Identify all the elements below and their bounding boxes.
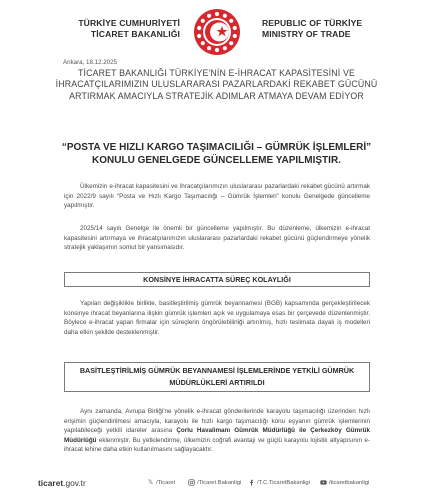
page-footer	[0, 477, 433, 491]
footer-website-link[interactable]	[38, 478, 86, 488]
ministry-emblem-icon	[193, 8, 241, 56]
footer-youtube-link[interactable]	[320, 479, 369, 486]
paragraph-customs-part2: eklenmiştir. Bu yetkilendirme, ülkemizin coğrafi avantajı ve güçlü karayolu lojistik altyapısının e-ihracat lehine daha etkin kullanılmasını sağlayacaktır.	[64, 436, 370, 454]
footer-youtube-label: /ticaretbakanligi	[329, 479, 370, 486]
footer-domain-rest: .gov.tr	[63, 478, 86, 488]
footer-facebook-link[interactable]	[248, 479, 310, 486]
paragraph-update: 2025/14 sayılı Genelge ile önemli bir güncelleme yapılmıştır. Bu düzenleme, ülkemizin e-ihracat kapasitesini artırmaya ve ihracatçılarımızın uluslararası pazarlardaki rekabet gücünü güçlendirmeye yönelik stratejik yaklaşımın somut bir yansımasıdır.	[64, 225, 370, 252]
page-header	[0, 8, 433, 54]
header-right-text	[262, 18, 372, 39]
section-heading-customs: BASİTLEŞTİRİLMİŞ GÜMRÜK BEYANNAMESİ İŞLEMLERİNDE YETKİLİ GÜMRÜK MÜDÜRLÜKLERİ ARTIRILDI	[64, 362, 370, 392]
instagram-icon	[188, 479, 195, 486]
footer-facebook-label: /T.C.TicaretBakanligi	[257, 479, 310, 486]
footer-instagram-link[interactable]	[188, 479, 241, 486]
youtube-icon	[320, 479, 327, 486]
header-left-text	[70, 18, 180, 39]
paragraph-customs-part1: Aynı zamanda, Avrupa Birliği'ne yönelik e-ihracat gönderilerinde karayolu taşımacılığı üzerinden hızlı erişimin güçlendirilmesi amacıyla, karayolu ile hızlı kargo taşımacılığı konu eşyanın gümrük işlemlerinin yapılabileceği yetkili idareler arasına	[64, 408, 370, 435]
press-subtitle: “POSTA VE HIZLI KARGO TAŞIMACILIĞI – GÜMRÜK İŞLEMLERİ” KONULU GENELGEDE GÜNCELLEME YAPILMIŞTIR.	[61, 142, 372, 166]
x-icon: 𝕏	[147, 479, 154, 486]
paragraph-consignment: Yapılan değişiklikle birlikte, basitleştirilmiş gümrük beyannamesi (BGB) kapsamında gerçekleştirilecek konsinye ihracat beyanlarına ilişkin gümrük işlemleri açık ve uygulamaya esas bir çerçevede düzenlenmiştir. Böylece e-ihracat yapan firmalar için süreçlerin öngörülebilirliği artırılmış, hızlı teslimata dayalı iş modelleri daha etkin şekilde desteklenmiştir.	[64, 300, 370, 336]
paragraph-customs-bold: Çorlu Havalimanı Gümrük Müdürlüğü ile Çerkezköy Gümrük Müdürlüğü	[64, 427, 370, 444]
press-date: Ankara, 18.12.2025	[63, 59, 118, 66]
paragraph-customs	[64, 407, 370, 455]
header-ministry-en: MINISTRY OF TRADE	[262, 28, 351, 39]
facebook-icon	[248, 479, 255, 486]
press-headline: TİCARET BAKANLIĞI TÜRKİYE'NİN E-İHRACAT KAPASİTESİNİ VE İHRACATÇILARIMIZIN ULUSLARARASI PAZARLARDAKİ REKABET GÜCÜNÜ ARTIRMAK AMACIYLA STRATEJİK ADIMLAR ATMAYA DEVAM EDİYOR	[55, 68, 378, 101]
paragraph-intro: Ülkemizin e-ihracat kapasitesini ve ihracatçılarımızın uluslararası pazarlardaki rekabet gücünü artırmak için 2022/9 sayılı “Posta ve Hızlı Kargo Taşımacılığı – Gümrük İşlemleri” konulu Genelgede güncelleme yapılmıştır.	[64, 183, 370, 210]
header-country-en: REPUBLIC OF TÜRKİYE	[262, 18, 363, 28]
section-heading-consignment: KONSİNYE İHRACATTA SÜREÇ KOLAYLIĞI	[64, 272, 370, 287]
footer-x-label: /Ticaret	[156, 479, 176, 486]
footer-domain-bold: ticaret	[38, 478, 64, 488]
header-country-tr: TÜRKİYE CUMHURİYETİ	[78, 18, 180, 28]
footer-x-link[interactable]	[147, 479, 175, 486]
header-ministry-tr: TİCARET BAKANLIĞI	[90, 28, 180, 39]
footer-instagram-label: /Ticaret.Bakanligi	[197, 479, 242, 486]
